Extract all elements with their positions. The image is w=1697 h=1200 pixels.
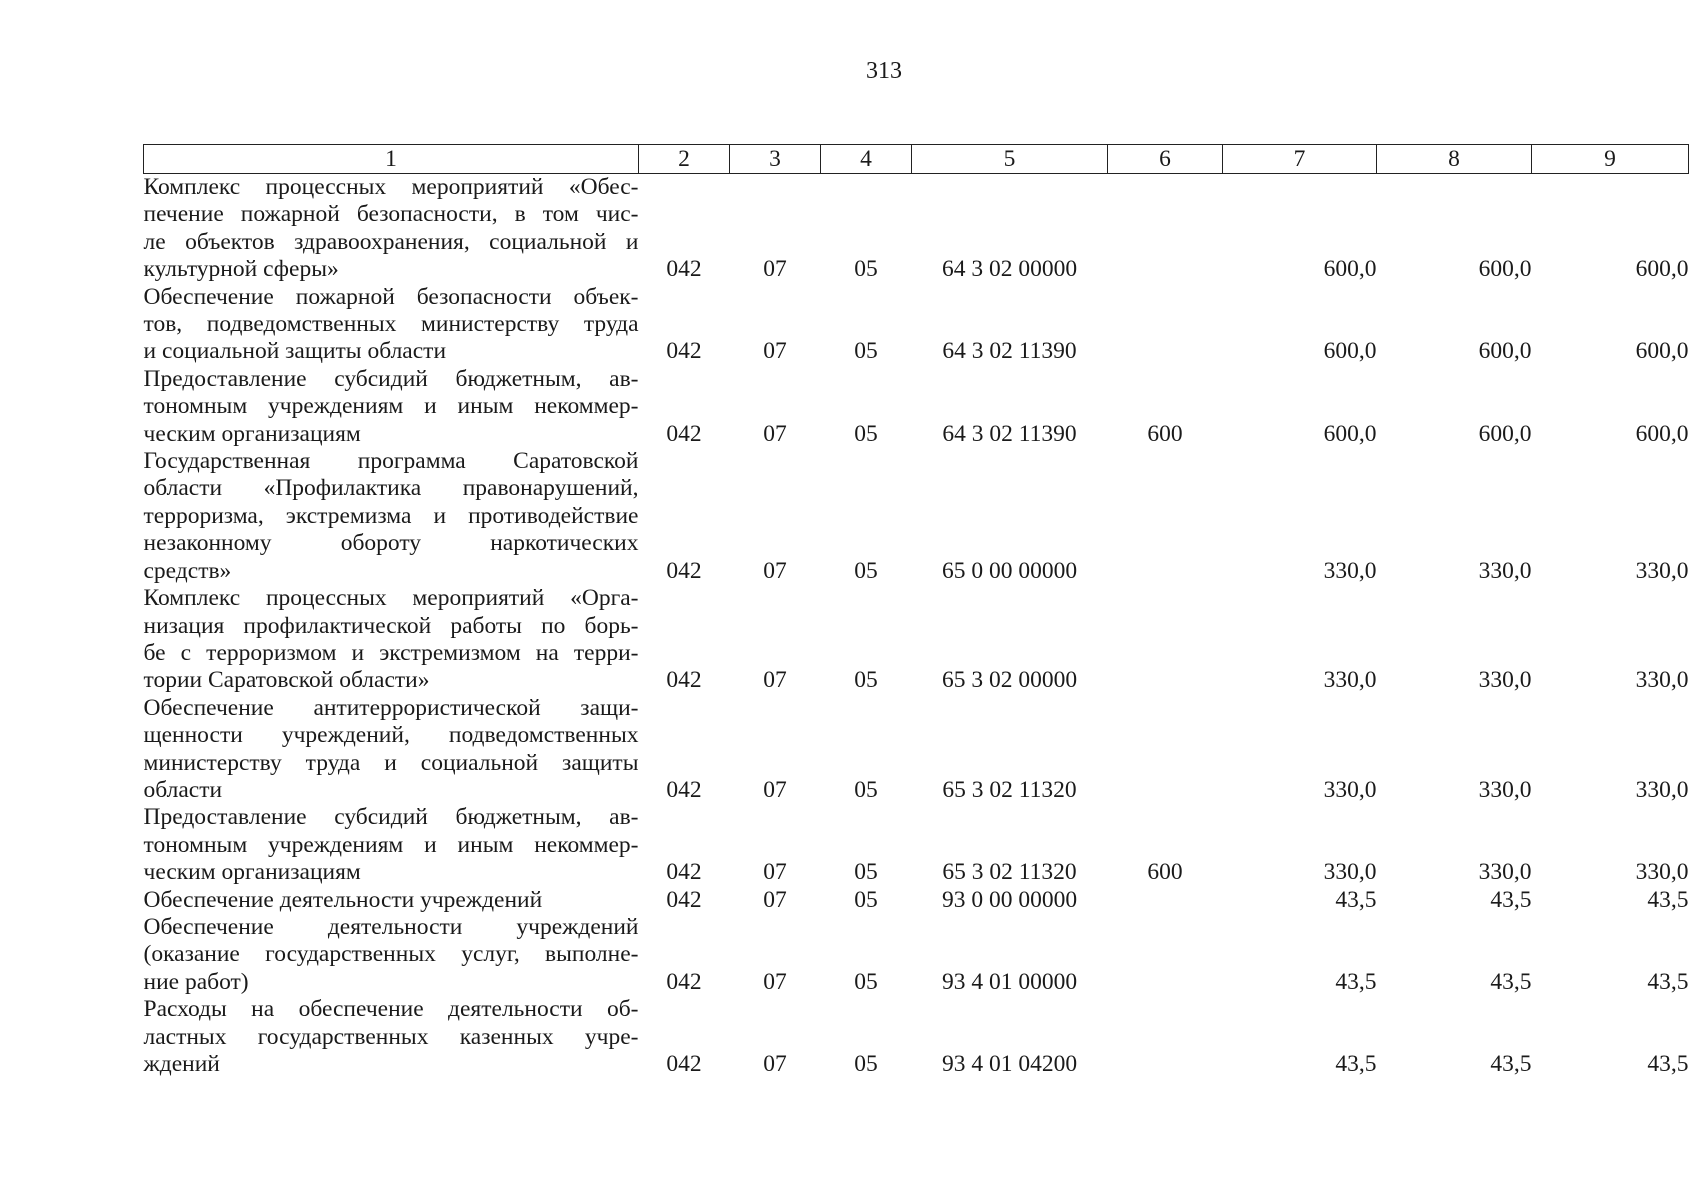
row-name-cell (144, 804, 639, 886)
row-name-line: Комплекс процессных мероприятий «Обес- (143, 174, 639, 200)
amount-col9-cell: 43,5 (1647, 968, 1689, 995)
amount-col9-cell: 330,0 (1635, 557, 1689, 584)
row-name-line: щенности учреждений, подведомственных (143, 722, 639, 749)
column-header-2: 2 (639, 145, 730, 174)
row-name-line: Обеспечение пожарной безопасности объек- (143, 283, 639, 310)
amount-col9-cell: 600,0 (1635, 338, 1689, 365)
target-article-cell: 64 3 02 11390 (942, 420, 1077, 447)
table-body (144, 174, 1689, 1079)
expense-type-cell (1108, 448, 1223, 585)
admin-code-cell: 042 (666, 776, 702, 803)
row-name-line: министерству труда и социальной защиты (143, 749, 639, 776)
table-row (144, 366, 1689, 448)
row-name-cell (144, 887, 639, 914)
target-article-cell: 93 4 01 04200 (941, 1051, 1078, 1077)
table-row (144, 695, 1689, 805)
section-code-cell: 07 (763, 557, 787, 584)
amount-col8-cell: 43,5 (1490, 1051, 1532, 1077)
row-name-line: терроризма, экстремизма и противодействие (143, 502, 639, 529)
subsection-code-cell: 05 (854, 667, 878, 694)
column-header-6: 6 (1108, 145, 1223, 174)
row-name-line: и социальной защиты области (143, 338, 447, 365)
subsection-code-cell: 05 (854, 557, 878, 584)
subsection-code-cell: 05 (854, 886, 878, 913)
expense-type-cell (1108, 174, 1223, 284)
expense-type-cell: 600 (1147, 859, 1183, 886)
amount-col7-cell: 600,0 (1323, 420, 1377, 447)
row-name-line: Обеспечение деятельности учреждений (143, 913, 639, 940)
amount-col8-cell: 330,0 (1478, 557, 1532, 584)
row-name-cell (144, 914, 639, 996)
row-name-line: незаконному обороту наркотических (143, 530, 639, 557)
row-name-line: тов, подведомственных министерству труда (143, 311, 639, 338)
subsection-code-cell: 05 (854, 420, 878, 447)
expense-type-cell (1108, 887, 1223, 914)
row-name-line: Обеспечение антитеррористической защи- (143, 694, 639, 721)
table-row (144, 914, 1689, 996)
section-code-cell: 07 (763, 968, 787, 995)
row-name-line: Обеспечение деятельности учреждений (143, 886, 543, 913)
row-name-cell (144, 366, 639, 448)
section-code-cell: 07 (763, 420, 787, 447)
section-code-cell: 07 (763, 256, 787, 283)
row-name-line: тории Саратовской области» (143, 667, 430, 694)
amount-col8-cell: 330,0 (1478, 776, 1532, 803)
admin-code-cell: 042 (666, 256, 702, 283)
column-header-8: 8 (1377, 145, 1532, 174)
section-code-cell: 07 (763, 886, 787, 913)
subsection-code-cell: 05 (854, 256, 878, 283)
amount-col7-cell: 330,0 (1323, 859, 1377, 886)
amount-col9-cell: 600,0 (1635, 420, 1689, 447)
subsection-code-cell: 05 (854, 776, 878, 803)
admin-code-cell: 042 (666, 1051, 702, 1077)
subsection-code-cell: 05 (854, 1051, 878, 1077)
table-row (144, 887, 1689, 914)
target-article-cell: 93 0 00 00000 (941, 886, 1078, 913)
section-code-cell: 07 (763, 776, 787, 803)
amount-col8-cell: 600,0 (1478, 338, 1532, 365)
row-name-line: ческим организациям (143, 859, 361, 886)
amount-col8-cell: 600,0 (1478, 256, 1532, 283)
table-row (144, 804, 1689, 886)
amount-col9-cell: 43,5 (1647, 1051, 1689, 1077)
amount-col8-cell: 43,5 (1490, 968, 1532, 995)
row-name-line: Расходы на обеспечение деятельности об- (143, 996, 639, 1023)
expense-type-cell (1108, 695, 1223, 805)
row-name-cell (144, 174, 639, 284)
amount-col7-cell: 330,0 (1323, 667, 1377, 694)
admin-code-cell: 042 (666, 859, 702, 886)
subsection-code-cell: 05 (854, 338, 878, 365)
column-header-9: 9 (1532, 145, 1689, 174)
amount-col7-cell: 330,0 (1323, 557, 1377, 584)
budget-table (143, 144, 1689, 1078)
target-article-cell: 65 0 00 00000 (941, 557, 1078, 584)
row-name-line: ждений (143, 1051, 220, 1077)
subsection-code-cell: 05 (854, 859, 878, 886)
table-header-row (144, 145, 1689, 174)
expense-type-cell: 600 (1147, 420, 1183, 447)
admin-code-cell: 042 (666, 557, 702, 584)
expense-type-cell (1108, 585, 1223, 695)
admin-code-cell: 042 (666, 886, 702, 913)
amount-col9-cell: 330,0 (1635, 667, 1689, 694)
table-row (144, 174, 1689, 284)
amount-col9-cell: 330,0 (1635, 859, 1689, 886)
amount-col7-cell: 330,0 (1323, 776, 1377, 803)
row-name-line: тономным учреждениям и иным некоммер- (143, 393, 639, 420)
table-row (144, 585, 1689, 695)
column-header-4: 4 (821, 145, 912, 174)
row-name-line: ние работ) (143, 968, 249, 995)
section-code-cell: 07 (763, 338, 787, 365)
page-number: 313 (866, 58, 902, 84)
row-name-line: Предоставление субсидий бюджетным, ав- (143, 804, 639, 831)
amount-col8-cell: 330,0 (1478, 667, 1532, 694)
row-name-line: средств» (143, 557, 232, 584)
table-row (144, 448, 1689, 585)
amount-col9-cell: 43,5 (1647, 886, 1689, 913)
row-name-line: Комплекс процессных мероприятий «Орга- (143, 585, 639, 612)
row-name-cell (144, 695, 639, 805)
section-code-cell: 07 (763, 1051, 787, 1077)
section-code-cell: 07 (763, 859, 787, 886)
row-name-line: тономным учреждениям и иным некоммер- (143, 831, 639, 858)
amount-col7-cell: 600,0 (1323, 338, 1377, 365)
row-name-line: области «Профилактика правонарушений, (143, 475, 639, 502)
target-article-cell: 93 4 01 00000 (941, 968, 1078, 995)
amount-col7-cell: 600,0 (1323, 256, 1377, 283)
target-article-cell: 65 3 02 11320 (942, 776, 1077, 803)
column-header-5: 5 (912, 145, 1108, 174)
row-name-cell (144, 448, 639, 585)
amount-col9-cell: 600,0 (1635, 256, 1689, 283)
row-name-line: области (143, 776, 223, 803)
target-article-cell: 64 3 02 11390 (942, 338, 1077, 365)
admin-code-cell: 042 (666, 420, 702, 447)
table-row (144, 996, 1689, 1078)
row-name-line: Предоставление субсидий бюджетным, ав- (143, 365, 639, 392)
row-name-line: печение пожарной безопасности, в том чис- (143, 201, 639, 228)
row-name-line: (оказание государственных услуг, выполне- (143, 941, 639, 968)
target-article-cell: 64 3 02 00000 (941, 256, 1078, 283)
target-article-cell: 65 3 02 00000 (941, 667, 1078, 694)
row-name-cell (144, 284, 639, 366)
column-header-3: 3 (730, 145, 821, 174)
row-name-line: ластных государственных казенных учре- (143, 1023, 639, 1050)
column-header-1: 1 (144, 145, 639, 174)
amount-col7-cell: 43,5 (1335, 886, 1377, 913)
row-name-line: низация профилактической работы по борь- (143, 612, 639, 639)
subsection-code-cell: 05 (854, 968, 878, 995)
admin-code-cell: 042 (666, 338, 702, 365)
section-code-cell: 07 (763, 667, 787, 694)
amount-col9-cell: 330,0 (1635, 776, 1689, 803)
table-row (144, 284, 1689, 366)
target-article-cell: 65 3 02 11320 (942, 859, 1077, 886)
row-name-line: Государственная программа Саратовской (143, 448, 639, 475)
amount-col8-cell: 43,5 (1490, 886, 1532, 913)
row-name-cell (144, 996, 639, 1078)
column-header-7: 7 (1223, 145, 1377, 174)
expense-type-cell (1108, 284, 1223, 366)
admin-code-cell: 042 (666, 968, 702, 995)
row-name-line: ле объектов здравоохранения, социальной и (143, 228, 639, 255)
amount-col7-cell: 43,5 (1335, 1051, 1377, 1077)
amount-col7-cell: 43,5 (1335, 968, 1377, 995)
admin-code-cell: 042 (666, 667, 702, 694)
row-name-line: ческим организациям (143, 420, 361, 447)
expense-type-cell (1108, 996, 1223, 1078)
amount-col8-cell: 600,0 (1478, 420, 1532, 447)
row-name-line: культурной сферы» (143, 256, 339, 283)
row-name-cell (144, 585, 639, 695)
expense-type-cell (1108, 914, 1223, 996)
row-name-line: бе с терроризмом и экстремизмом на терри- (143, 639, 639, 666)
amount-col8-cell: 330,0 (1478, 859, 1532, 886)
